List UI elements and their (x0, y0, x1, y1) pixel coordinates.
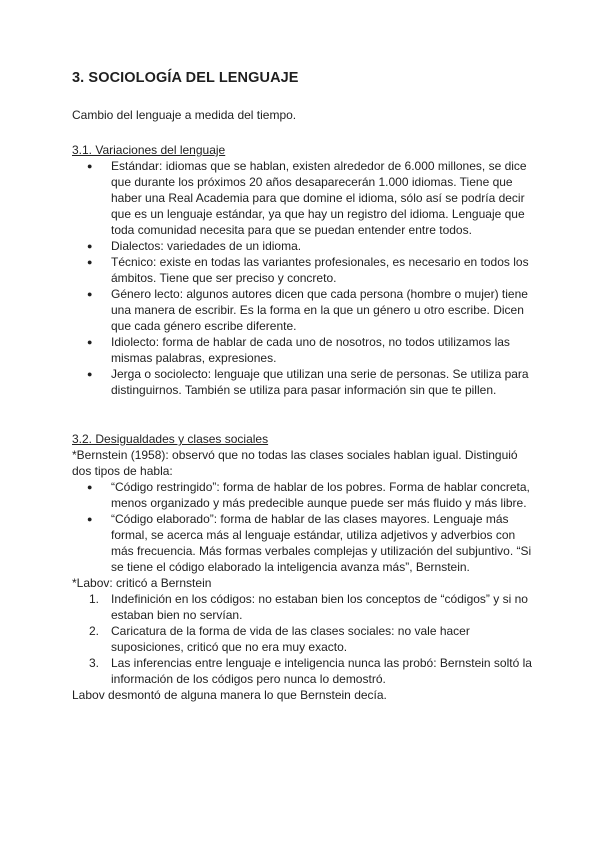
codigos-list (72, 479, 532, 575)
intro-text: Cambio del lenguaje a medida del tiempo. (72, 108, 297, 122)
list-item: ● “Código restringido”: forma de hablar de los pobres. Forma de hablar concreta, menos organizado y más predecible aunque puede ser más fluido y más libre. (72, 479, 532, 511)
closing-paragraph: Labov desmontó de alguna manera lo que Bernstein decía. (72, 688, 387, 702)
item-number: 1. (89, 592, 100, 606)
list-item: ● Género lecto: algunos autores dicen que cada persona (hombre o mujer) tiene una manera de escribir. Es la forma en la que un género u otro escribe. Dicen que cada género escribe diferente. (72, 286, 532, 334)
item-number: 2. (89, 624, 100, 638)
list-item: ● Estándar: idiomas que se hablan, existen alrededor de 6.000 millones, se dice que durante los próximos 20 años desaparecerán 1.000 idiomas. Tiene que haber una Real Academia para que domine el idioma, sólo así se podría decir que es un lenguaje estándar, ya que hay un registro del idioma. Lenguaje que toda comunidad necesita para que se puedan entender entre todos. (72, 158, 532, 238)
item-text: Indefinición en los códigos: no estaban bien los conceptos de “códigos” y si no estaban bien no servían. (111, 592, 528, 622)
section-heading-variaciones: 3.1. Variaciones del lenguaje (72, 143, 226, 157)
critiques-list (72, 591, 532, 687)
bernstein-paragraph: *Bernstein (1958): observó que no todas las clases sociales hablan igual. Distinguió dos tipos de habla: (72, 448, 518, 478)
document-title: 3. SOCIOLOGÍA DEL LENGUAJE (72, 70, 299, 86)
section-heading-desigualdades: 3.2. Desigualdades y clases sociales (72, 432, 269, 446)
section-desigualdades (72, 431, 532, 703)
list-item: ● Jerga o sociolecto: lenguaje que utilizan una serie de personas. Se utiliza para distinguirnos. También se utiliza para pasar información sin que te pillen. (72, 366, 532, 398)
item-number: 3. (89, 656, 100, 670)
list-item: ● Técnico: existe en todas las variantes profesionales, es necesario en todos los ámbitos. Tiene que ser preciso y concreto. (72, 254, 532, 286)
item-text: Caricatura de la forma de vida de las clases sociales: no vale hacer suposiciones, criticó que no era muy exacto. (111, 624, 470, 654)
numbered-item (72, 655, 532, 687)
list-item: ● “Código elaborado”: forma de hablar de las clases mayores. Lenguaje más formal, se acerca más al lenguaje estándar, utiliza adjetivos y adverbios con más frecuencia. Más formas verbales complejas y utilización del subjuntivo. “Si se tiene el código elaborado la inteligencia avanza más”, Bernstein. (72, 511, 532, 575)
item-text: Las inferencias entre lenguaje e inteligencia nunca las probó: Bernstein soltó la información de los códigos pero nunca lo demostró. (111, 656, 532, 686)
section-variaciones (72, 142, 532, 398)
list-item: ● Dialectos: variedades de un idioma. (72, 238, 532, 254)
numbered-item (72, 623, 532, 655)
variaciones-list (72, 158, 532, 398)
numbered-item (72, 591, 532, 623)
labov-paragraph: *Labov: criticó a Bernstein (72, 576, 212, 590)
list-item: ● Idiolecto: forma de hablar de cada uno de nosotros, no todos utilizamos las mismas palabras, expresiones. (72, 334, 532, 366)
